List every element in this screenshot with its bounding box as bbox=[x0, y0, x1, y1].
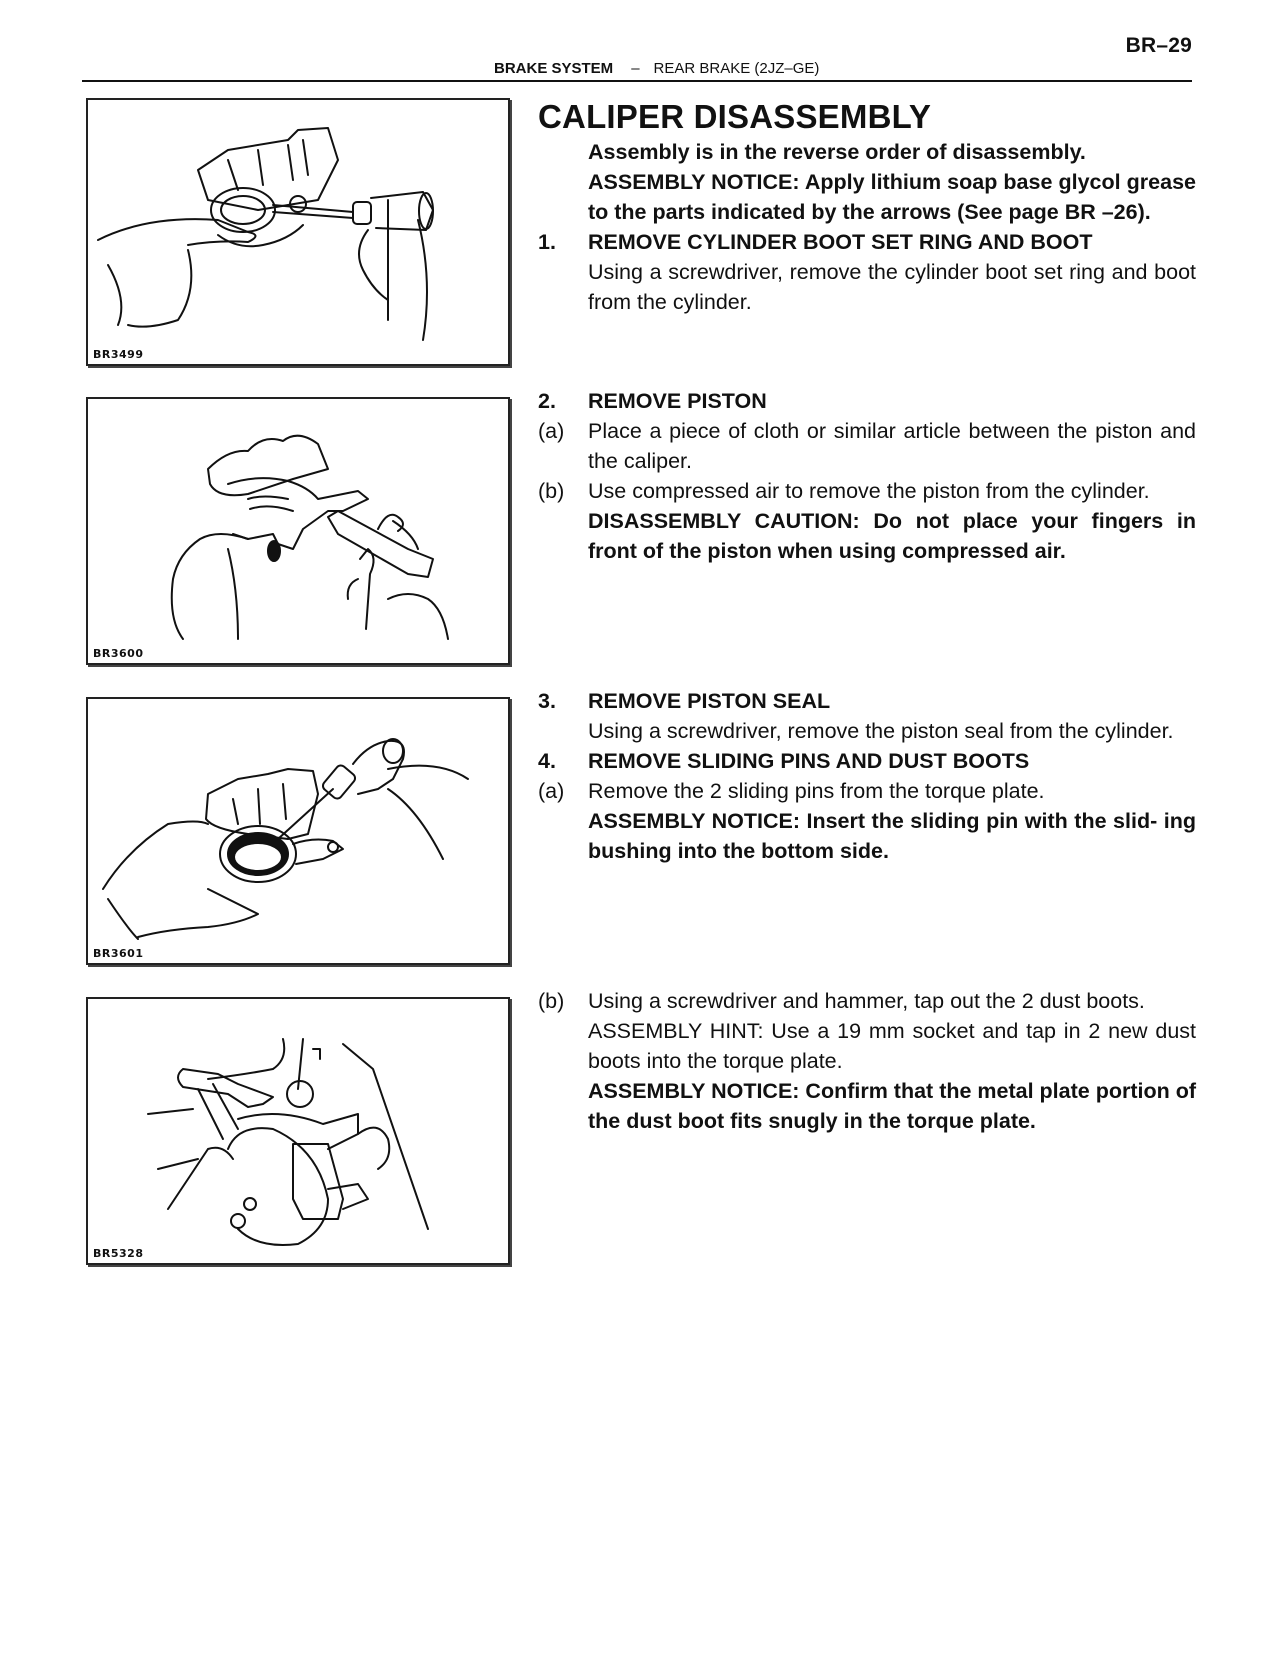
disassembly-caution: DISASSEMBLY CAUTION: Do not place your fingers in front of the piston when using compressed air. bbox=[588, 509, 1196, 563]
illustration-tap-out-dust-boots bbox=[88, 999, 508, 1263]
step-4b-assembly-notice: ASSEMBLY NOTICE: Confirm that the metal plate portion of the dust boot fits snugly in the torque plate. bbox=[588, 1079, 1197, 1133]
step-number: 1. bbox=[538, 230, 556, 254]
step-4-heading bbox=[538, 746, 1196, 776]
substep-label: (b) bbox=[538, 479, 565, 503]
substep-label: (b) bbox=[538, 989, 565, 1013]
header-separator: – bbox=[631, 60, 640, 77]
figure-remove-piston bbox=[86, 397, 510, 665]
subsection-name: REAR BRAKE (2JZ–GE) bbox=[653, 60, 820, 77]
intro-assembly-notice: ASSEMBLY NOTICE: Apply lithium soap base glycol grease to the parts indicated by the arrows (See page BR –26). bbox=[588, 170, 1196, 224]
running-header bbox=[494, 60, 819, 77]
figure-remove-piston-seal bbox=[86, 697, 510, 965]
step-1-heading bbox=[538, 227, 1196, 257]
step-2a bbox=[538, 416, 1196, 476]
header-rule bbox=[82, 80, 1192, 82]
figure-label: BR3601 bbox=[93, 947, 144, 960]
step-4b-row bbox=[538, 986, 1196, 1016]
step-title: REMOVE CYLINDER BOOT SET RING AND BOOT bbox=[588, 230, 1093, 254]
step-title: REMOVE SLIDING PINS AND DUST BOOTS bbox=[588, 749, 1030, 773]
step-4b bbox=[538, 986, 1196, 1136]
illustration-remove-piston-seal bbox=[88, 699, 508, 963]
section-name: BRAKE SYSTEM bbox=[494, 60, 614, 77]
substep-text: Remove the 2 sliding pins from the torque plate. bbox=[588, 779, 1045, 803]
step-4a bbox=[538, 776, 1196, 806]
substep-text: Use compressed air to remove the piston from the cylinder. bbox=[588, 479, 1150, 503]
step-title: REMOVE PISTON SEAL bbox=[588, 689, 831, 713]
intro-note: Assembly is in the reverse order of disassembly. bbox=[588, 140, 1086, 164]
section-title: CALIPER DISASSEMBLY bbox=[538, 98, 932, 135]
step-2-heading bbox=[538, 386, 1196, 416]
step-1-text: Using a screwdriver, remove the cylinder boot set ring and boot from the cylinder. bbox=[588, 260, 1196, 314]
step-title: REMOVE PISTON bbox=[588, 389, 767, 413]
step-4a-assembly-notice: ASSEMBLY NOTICE: Insert the sliding pin with the slid- ing bushing into the bottom side. bbox=[588, 809, 1196, 863]
illustration-remove-boot-ring bbox=[88, 100, 508, 364]
step-3-text: Using a screwdriver, remove the piston seal from the cylinder. bbox=[588, 719, 1174, 743]
figure-label: BR3600 bbox=[93, 647, 144, 660]
substep-label: (a) bbox=[538, 419, 565, 443]
step-number: 2. bbox=[538, 389, 556, 413]
page-number: BR–29 bbox=[1125, 34, 1192, 57]
figure-label: BR5328 bbox=[93, 1247, 144, 1260]
step-number: 4. bbox=[538, 749, 556, 773]
step-2b bbox=[538, 476, 1196, 506]
figure-tap-out-dust-boots bbox=[86, 997, 510, 1265]
section-caliper-disassembly bbox=[538, 97, 1196, 317]
illustration-remove-piston bbox=[88, 399, 508, 663]
step-2 bbox=[538, 386, 1196, 566]
substep-text: Using a screwdriver and hammer, tap out the 2 dust boots. bbox=[588, 989, 1145, 1013]
figure-label: BR3499 bbox=[93, 348, 144, 361]
step-3-heading bbox=[538, 686, 1196, 716]
assembly-hint: ASSEMBLY HINT: Use a 19 mm socket and tap in 2 new dust boots into the torque plate. bbox=[588, 1019, 1196, 1073]
figure-boot-set-ring bbox=[86, 98, 510, 366]
step-number: 3. bbox=[538, 689, 556, 713]
substep-text: Place a piece of cloth or similar article between the piston and the caliper. bbox=[588, 419, 1196, 473]
steps-3-4 bbox=[538, 686, 1196, 866]
substep-label: (a) bbox=[538, 779, 565, 803]
